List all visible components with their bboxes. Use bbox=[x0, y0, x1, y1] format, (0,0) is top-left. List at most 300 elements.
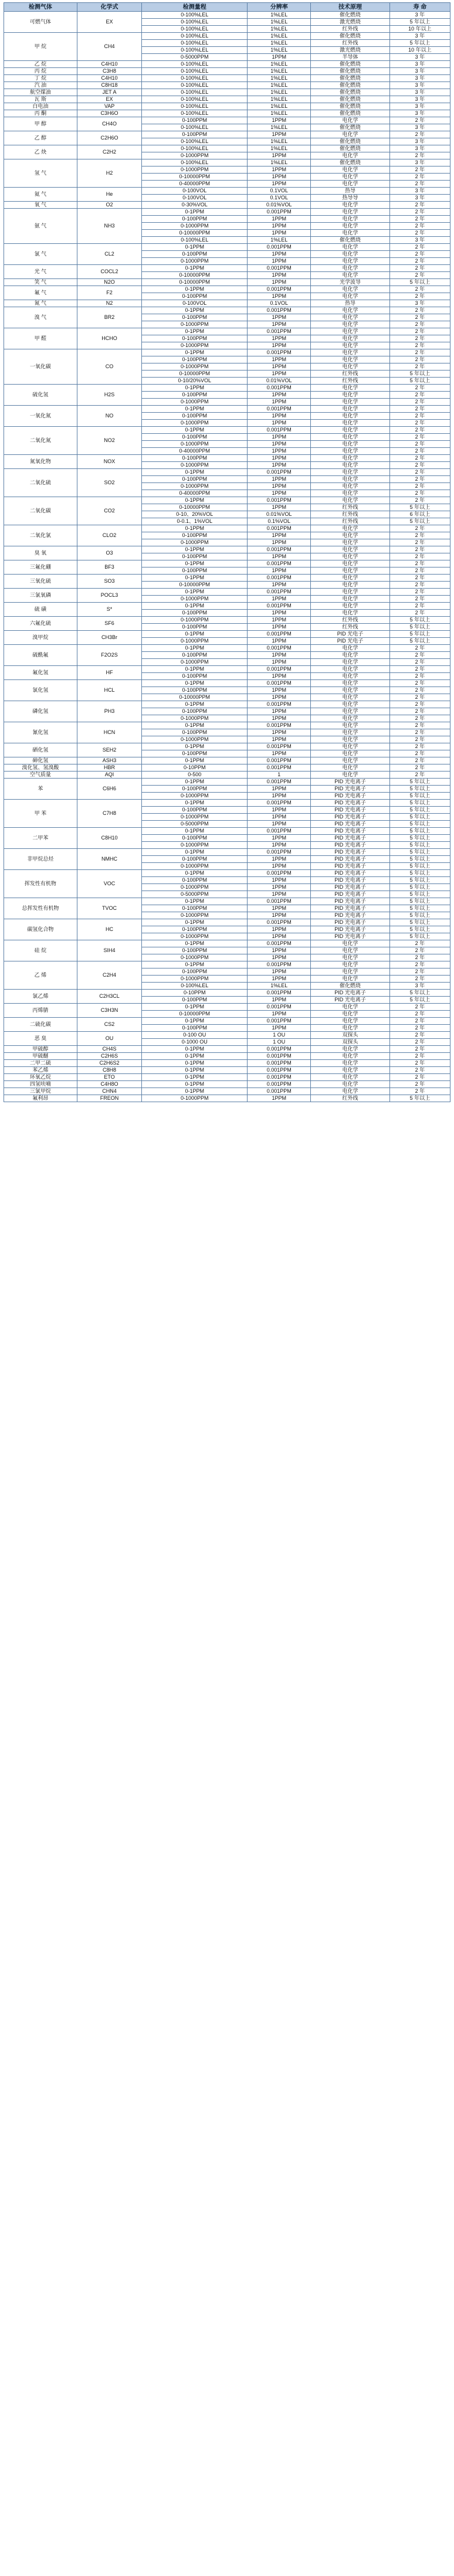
cell-technology: 电化学 bbox=[311, 589, 389, 596]
cell-range: 0-100PPM bbox=[142, 750, 248, 757]
cell-technology: 电化学 bbox=[311, 1004, 389, 1011]
cell-range: 0-1000PPM bbox=[142, 420, 248, 427]
cell-gas: 氯乙烯 bbox=[4, 990, 77, 1004]
cell-resolution: 1PPM bbox=[248, 659, 311, 666]
cell-life: 2 年 bbox=[389, 328, 450, 335]
cell-range: 0-100PPM bbox=[142, 413, 248, 420]
cell-technology: 电化学 bbox=[311, 567, 389, 575]
cell-technology: 电化学 bbox=[311, 356, 389, 363]
cell-technology: PID 光电离子 bbox=[311, 898, 389, 905]
cell-resolution: 1PPM bbox=[248, 131, 311, 138]
cell-technology: 电化学 bbox=[311, 349, 389, 356]
cell-formula: C8H10 bbox=[77, 828, 141, 849]
cell-gas: 溴化氢、氢溴酸 bbox=[4, 764, 77, 772]
table-row bbox=[4, 159, 450, 166]
cell-resolution: 1PPM bbox=[248, 708, 311, 715]
cell-technology: 电化学 bbox=[311, 483, 389, 490]
table-row bbox=[4, 1032, 450, 1039]
table-row bbox=[4, 603, 450, 610]
cell-formula: TVOC bbox=[77, 898, 141, 919]
cell-resolution: 1PPM bbox=[248, 842, 311, 849]
cell-life: 2 年 bbox=[389, 483, 450, 490]
cell-gas: 乙 醇 bbox=[4, 131, 77, 145]
cell-technology: 电化学 bbox=[311, 174, 389, 181]
cell-resolution: 1PPM bbox=[248, 582, 311, 589]
cell-formula: SIH4 bbox=[77, 940, 141, 961]
cell-range: 0-1PPM bbox=[142, 1004, 248, 1011]
cell-life: 2 年 bbox=[389, 258, 450, 265]
cell-gas: 甲硫醚 bbox=[4, 1053, 77, 1060]
cell-resolution: 0.01%VOL bbox=[248, 378, 311, 385]
cell-resolution: 0.01%VOL bbox=[248, 511, 311, 518]
cell-technology: PID 光电离子 bbox=[311, 933, 389, 940]
cell-formula: C2H6S2 bbox=[77, 1060, 141, 1067]
cell-range: 0-1PPM bbox=[142, 849, 248, 856]
cell-resolution: 1PPM bbox=[248, 856, 311, 863]
cell-technology: 电化学 bbox=[311, 603, 389, 610]
cell-gas: 三氯甲烷 bbox=[4, 1088, 77, 1095]
cell-range: 0-1PPM bbox=[142, 307, 248, 314]
cell-life: 2 年 bbox=[389, 476, 450, 483]
cell-formula: JET A bbox=[77, 89, 141, 96]
cell-life: 3 年 bbox=[389, 103, 450, 110]
table-row bbox=[4, 919, 450, 926]
cell-resolution: 1%LEL bbox=[248, 12, 311, 19]
cell-technology: PID 光电子 bbox=[311, 631, 389, 638]
cell-technology: 电化学 bbox=[311, 575, 389, 582]
cell-technology: 电化学 bbox=[311, 265, 389, 272]
cell-range: 0-1000PPM bbox=[142, 638, 248, 645]
cell-technology: PID 光电离子 bbox=[311, 856, 389, 863]
cell-gas: 三氟化硼 bbox=[4, 560, 77, 575]
cell-range: 0-1000PPM bbox=[142, 166, 248, 174]
cell-range: 0-100PPM bbox=[142, 687, 248, 694]
table-row bbox=[4, 828, 450, 835]
cell-range: 0-1000PPM bbox=[142, 912, 248, 919]
table-row bbox=[4, 96, 450, 103]
cell-resolution: 1PPM bbox=[248, 997, 311, 1004]
table-row bbox=[4, 82, 450, 89]
cell-formula: CS2 bbox=[77, 1018, 141, 1032]
table-row bbox=[4, 188, 450, 195]
col-header-gas: 检测气体 bbox=[4, 3, 77, 12]
table-row bbox=[4, 779, 450, 786]
cell-resolution: 1%LEL bbox=[248, 33, 311, 40]
cell-life: 2 年 bbox=[389, 1039, 450, 1046]
cell-gas: 氟利昂 bbox=[4, 1095, 77, 1102]
cell-resolution: 0.001PPM bbox=[248, 1018, 311, 1025]
cell-range: 0-1000PPM bbox=[142, 321, 248, 328]
cell-resolution: 0.001PPM bbox=[248, 427, 311, 434]
cell-life: 5 年以上 bbox=[389, 905, 450, 912]
cell-range: 0-100PPM bbox=[142, 567, 248, 575]
cell-technology: 电化学 bbox=[311, 708, 389, 715]
cell-resolution: 1PPM bbox=[248, 216, 311, 223]
cell-technology: 电化学 bbox=[311, 976, 389, 983]
cell-technology: 催化燃烧 bbox=[311, 237, 389, 244]
cell-life: 3 年 bbox=[389, 33, 450, 40]
cell-life: 5 年以上 bbox=[389, 933, 450, 940]
cell-life: 5 年以上 bbox=[389, 19, 450, 26]
cell-range: 0-1PPM bbox=[142, 1046, 248, 1053]
cell-formula: POCL3 bbox=[77, 589, 141, 603]
cell-range: 0-1PPM bbox=[142, 385, 248, 392]
cell-technology: 电化学 bbox=[311, 216, 389, 223]
table-row bbox=[4, 209, 450, 216]
cell-formula: C4H10 bbox=[77, 75, 141, 82]
cell-resolution: 1%LEL bbox=[248, 237, 311, 244]
cell-resolution: 1PPM bbox=[248, 54, 311, 61]
cell-range: 0-100PPM bbox=[142, 835, 248, 842]
cell-resolution: 1%LEL bbox=[248, 159, 311, 166]
cell-resolution: 1PPM bbox=[248, 687, 311, 694]
table-row bbox=[4, 497, 450, 504]
cell-life: 3 年 bbox=[389, 138, 450, 145]
cell-resolution: 1%LEL bbox=[248, 26, 311, 33]
cell-life: 2 年 bbox=[389, 462, 450, 469]
cell-range: 0-100 OU bbox=[142, 1032, 248, 1039]
cell-range: 0-1PPM bbox=[142, 870, 248, 877]
cell-life: 3 年 bbox=[389, 300, 450, 307]
cell-formula: NOX bbox=[77, 455, 141, 469]
cell-technology: 电化学 bbox=[311, 582, 389, 589]
table-row bbox=[4, 1067, 450, 1074]
cell-life: 2 年 bbox=[389, 209, 450, 216]
cell-range: 0-1PPM bbox=[142, 779, 248, 786]
cell-resolution: 1PPM bbox=[248, 729, 311, 736]
cell-technology: 电化学 bbox=[311, 553, 389, 560]
cell-technology: PID 光电离子 bbox=[311, 990, 389, 997]
cell-life: 2 年 bbox=[389, 743, 450, 750]
cell-formula: COCL2 bbox=[77, 265, 141, 279]
cell-life: 3 年 bbox=[389, 983, 450, 990]
cell-technology: PID 光电离子 bbox=[311, 793, 389, 800]
cell-technology: PID 光电离子 bbox=[311, 870, 389, 877]
cell-formula: NO bbox=[77, 406, 141, 427]
cell-formula: SEH2 bbox=[77, 743, 141, 757]
cell-technology: 电化学 bbox=[311, 448, 389, 455]
cell-range: 0-40000PPM bbox=[142, 448, 248, 455]
cell-formula: O2 bbox=[77, 202, 141, 209]
table-row bbox=[4, 1074, 450, 1081]
cell-formula: CO2 bbox=[77, 497, 141, 525]
cell-technology: 电化学 bbox=[311, 1060, 389, 1067]
cell-life: 2 年 bbox=[389, 961, 450, 968]
cell-resolution: 1PPM bbox=[248, 652, 311, 659]
cell-resolution: 1PPM bbox=[248, 490, 311, 497]
cell-life: 2 年 bbox=[389, 434, 450, 441]
cell-technology: PID 光电离子 bbox=[311, 997, 389, 1004]
cell-formula: HBR bbox=[77, 764, 141, 772]
cell-life: 5 年以上 bbox=[389, 1095, 450, 1102]
cell-formula: C4H8O bbox=[77, 1081, 141, 1088]
cell-range: 0-100%LEL bbox=[142, 33, 248, 40]
cell-range: 0-1PPM bbox=[142, 560, 248, 567]
cell-range: 0-100PPM bbox=[142, 856, 248, 863]
gas-detection-spec-sheet bbox=[0, 0, 454, 1107]
cell-range: 0-1PPM bbox=[142, 406, 248, 413]
cell-resolution: 0.001PPM bbox=[248, 560, 311, 567]
cell-range: 0-100PPM bbox=[142, 335, 248, 342]
cell-range: 0-100PPM bbox=[142, 708, 248, 715]
cell-range: 0-1PPM bbox=[142, 722, 248, 729]
cell-range: 0-1000PPM bbox=[142, 483, 248, 490]
cell-life: 2 年 bbox=[389, 596, 450, 603]
cell-range: 0-1000PPM bbox=[142, 793, 248, 800]
cell-resolution: 1PPM bbox=[248, 905, 311, 912]
cell-resolution: 1PPM bbox=[248, 434, 311, 441]
cell-technology: 电化学 bbox=[311, 293, 389, 300]
cell-range: 0-1PPM bbox=[142, 645, 248, 652]
cell-life: 2 年 bbox=[389, 413, 450, 420]
cell-gas: 二甲苯 bbox=[4, 828, 77, 849]
cell-resolution: 0.001PPM bbox=[248, 666, 311, 673]
cell-resolution: 1PPM bbox=[248, 448, 311, 455]
cell-life: 2 年 bbox=[389, 553, 450, 560]
cell-technology: 电化学 bbox=[311, 560, 389, 567]
table-row bbox=[4, 75, 450, 82]
cell-technology: PID 光电离子 bbox=[311, 828, 389, 835]
cell-life: 2 年 bbox=[389, 645, 450, 652]
cell-range: 0-1PPM bbox=[142, 1074, 248, 1081]
cell-gas: 硒化氢 bbox=[4, 743, 77, 757]
cell-technology: 催化燃烧 bbox=[311, 159, 389, 166]
table-row bbox=[4, 589, 450, 596]
cell-gas: 苯 bbox=[4, 779, 77, 800]
cell-life: 2 年 bbox=[389, 947, 450, 954]
cell-technology: 电化学 bbox=[311, 1067, 389, 1074]
cell-resolution: 0.001PPM bbox=[248, 1074, 311, 1081]
cell-gas: 总挥发性有机物 bbox=[4, 898, 77, 919]
table-row bbox=[4, 870, 450, 877]
table-row bbox=[4, 575, 450, 582]
cell-resolution: 0.001PPM bbox=[248, 800, 311, 807]
cell-resolution: 0.1VOL bbox=[248, 300, 311, 307]
cell-gas: 氟化氢 bbox=[4, 666, 77, 680]
cell-range: 0-100PPM bbox=[142, 786, 248, 793]
cell-resolution: 1PPM bbox=[248, 476, 311, 483]
cell-range: 0-10000PPM bbox=[142, 371, 248, 378]
cell-technology: PID 光电离子 bbox=[311, 849, 389, 856]
cell-life: 2 年 bbox=[389, 349, 450, 356]
cell-range: 0-1000PPM bbox=[142, 223, 248, 230]
cell-range: 0-100PPM bbox=[142, 652, 248, 659]
table-row bbox=[4, 764, 450, 772]
cell-life: 2 年 bbox=[389, 736, 450, 743]
cell-life: 2 年 bbox=[389, 976, 450, 983]
cell-range: 0-1PPM bbox=[142, 1081, 248, 1088]
cell-technology: 电化学 bbox=[311, 427, 389, 434]
cell-life: 2 年 bbox=[389, 420, 450, 427]
cell-gas: 笑 气 bbox=[4, 279, 77, 286]
cell-resolution: 0.001PPM bbox=[248, 764, 311, 772]
cell-technology: 电化学 bbox=[311, 434, 389, 441]
cell-technology: 电化学 bbox=[311, 546, 389, 553]
cell-formula: AQI bbox=[77, 772, 141, 779]
cell-resolution: 1PPM bbox=[248, 807, 311, 814]
cell-gas: 甲硫醇 bbox=[4, 1046, 77, 1053]
cell-range: 0-1PPM bbox=[142, 631, 248, 638]
cell-range: 0-100PPM bbox=[142, 532, 248, 539]
cell-technology: 电化学 bbox=[311, 385, 389, 392]
cell-range: 0-1PPM bbox=[142, 919, 248, 926]
cell-formula: SF6 bbox=[77, 617, 141, 631]
cell-resolution: 0.001PPM bbox=[248, 385, 311, 392]
cell-gas: 非甲烷总烃 bbox=[4, 849, 77, 870]
cell-technology: 电化学 bbox=[311, 680, 389, 687]
table-row bbox=[4, 680, 450, 687]
cell-range: 0-100PPM bbox=[142, 624, 248, 631]
cell-gas: 瓦 斯 bbox=[4, 96, 77, 103]
cell-resolution: 1PPM bbox=[248, 638, 311, 645]
cell-formula: HCL bbox=[77, 680, 141, 701]
cell-resolution: 1PPM bbox=[248, 413, 311, 420]
cell-resolution: 1PPM bbox=[248, 624, 311, 631]
table-row bbox=[4, 68, 450, 75]
cell-gas: 汽 油 bbox=[4, 82, 77, 89]
cell-resolution: 1PPM bbox=[248, 947, 311, 954]
cell-technology: PID 光电子 bbox=[311, 638, 389, 645]
table-row bbox=[4, 300, 450, 307]
cell-life: 5 年以上 bbox=[389, 617, 450, 624]
cell-life: 5 年以上 bbox=[389, 835, 450, 842]
cell-resolution: 0.001PPM bbox=[248, 1088, 311, 1095]
cell-life: 5 年以上 bbox=[389, 877, 450, 884]
cell-life: 2 年 bbox=[389, 117, 450, 124]
cell-gas: 一氧化碳 bbox=[4, 349, 77, 385]
cell-resolution: 1PPM bbox=[248, 251, 311, 258]
cell-life: 2 年 bbox=[389, 666, 450, 673]
table-row bbox=[4, 525, 450, 532]
cell-life: 2 年 bbox=[389, 954, 450, 961]
cell-formula: C8H18 bbox=[77, 82, 141, 89]
cell-range: 0-10000PPM bbox=[142, 279, 248, 286]
cell-technology: 红外线 bbox=[311, 1095, 389, 1102]
cell-technology: 催化燃烧 bbox=[311, 82, 389, 89]
cell-gas: 环氧乙烷 bbox=[4, 1074, 77, 1081]
cell-technology: 电化学 bbox=[311, 307, 389, 314]
cell-range: 0-10PPM bbox=[142, 764, 248, 772]
cell-technology: 催化燃烧 bbox=[311, 983, 389, 990]
cell-resolution: 0.001PPM bbox=[248, 828, 311, 835]
table-row bbox=[4, 1081, 450, 1088]
cell-resolution: 1PPM bbox=[248, 342, 311, 349]
cell-resolution: 1PPM bbox=[248, 223, 311, 230]
col-header-resolution: 分辨率 bbox=[248, 3, 311, 12]
cell-life: 2 年 bbox=[389, 652, 450, 659]
cell-resolution: 1PPM bbox=[248, 399, 311, 406]
cell-resolution: 0.001PPM bbox=[248, 286, 311, 293]
cell-technology: 电化学 bbox=[311, 131, 389, 138]
cell-range: 0-100%LEL bbox=[142, 61, 248, 68]
cell-technology: 电化学 bbox=[311, 342, 389, 349]
cell-technology: 催化燃烧 bbox=[311, 103, 389, 110]
table-row bbox=[4, 1088, 450, 1095]
cell-range: 0-1000PPM bbox=[142, 715, 248, 722]
cell-resolution: 0.001PPM bbox=[248, 757, 311, 764]
cell-formula: C3H3N bbox=[77, 1004, 141, 1018]
cell-formula: CH3Br bbox=[77, 631, 141, 645]
cell-gas: 乙 烯 bbox=[4, 961, 77, 990]
cell-technology: 电化学 bbox=[311, 1081, 389, 1088]
cell-resolution: 1%LEL bbox=[248, 138, 311, 145]
cell-range: 0-500 bbox=[142, 772, 248, 779]
cell-technology: 电化学 bbox=[311, 610, 389, 617]
cell-technology: 电化学 bbox=[311, 652, 389, 659]
cell-formula: VAP bbox=[77, 103, 141, 110]
cell-resolution: 1PPM bbox=[248, 750, 311, 757]
cell-life: 5 年以上 bbox=[389, 631, 450, 638]
cell-technology: 电化学 bbox=[311, 258, 389, 265]
cell-life: 2 年 bbox=[389, 131, 450, 138]
cell-life: 5 年以上 bbox=[389, 800, 450, 807]
cell-life: 3 年 bbox=[389, 145, 450, 152]
cell-range: 0-1000PPM bbox=[142, 814, 248, 821]
cell-technology: PID 光电离子 bbox=[311, 891, 389, 898]
cell-technology: 激光燃烧 bbox=[311, 47, 389, 54]
cell-formula: FREON bbox=[77, 1095, 141, 1102]
cell-range: 0-10000PPM bbox=[142, 1011, 248, 1018]
cell-resolution: 1%LEL bbox=[248, 47, 311, 54]
cell-formula: HC bbox=[77, 919, 141, 940]
cell-technology: 红外线 bbox=[311, 624, 389, 631]
cell-range: 0-10000PPM bbox=[142, 504, 248, 511]
cell-formula: C2H2 bbox=[77, 145, 141, 159]
cell-gas: 氧 气 bbox=[4, 202, 77, 209]
cell-range: 0-1000PPM bbox=[142, 1095, 248, 1102]
cell-life: 2 年 bbox=[389, 757, 450, 764]
cell-resolution: 1PPM bbox=[248, 1025, 311, 1032]
cell-range: 0-100%LEL bbox=[142, 237, 248, 244]
cell-resolution: 0.001PPM bbox=[248, 849, 311, 856]
cell-range: 0-1000PPM bbox=[142, 617, 248, 624]
cell-range: 0-100PPM bbox=[142, 131, 248, 138]
cell-resolution: 0.001PPM bbox=[248, 898, 311, 905]
cell-range: 0-100VOL bbox=[142, 195, 248, 202]
cell-resolution: 1PPM bbox=[248, 293, 311, 300]
cell-technology: 红外线 bbox=[311, 617, 389, 624]
cell-range: 0-0.1、1%VOL bbox=[142, 518, 248, 525]
cell-resolution: 0.1VOL bbox=[248, 188, 311, 195]
cell-range: 0-100PPM bbox=[142, 673, 248, 680]
cell-range: 0-1000PPM bbox=[142, 596, 248, 603]
cell-life: 2 年 bbox=[389, 342, 450, 349]
cell-resolution: 1PPM bbox=[248, 694, 311, 701]
cell-life: 2 年 bbox=[389, 968, 450, 976]
cell-resolution: 1PPM bbox=[248, 814, 311, 821]
cell-resolution: 0.001PPM bbox=[248, 497, 311, 504]
cell-technology: PID 光电离子 bbox=[311, 912, 389, 919]
cell-range: 0-1PPM bbox=[142, 666, 248, 673]
cell-range: 0-100%LEL bbox=[142, 19, 248, 26]
cell-life: 5 年以上 bbox=[389, 919, 450, 926]
table-row bbox=[4, 145, 450, 152]
cell-technology: 电化学 bbox=[311, 1074, 389, 1081]
cell-resolution: 1PPM bbox=[248, 181, 311, 188]
cell-range: 0-100PPM bbox=[142, 434, 248, 441]
cell-life: 2 年 bbox=[389, 708, 450, 715]
cell-formula: HCN bbox=[77, 722, 141, 743]
cell-gas: 溴 气 bbox=[4, 307, 77, 328]
cell-gas: 甲 醛 bbox=[4, 328, 77, 349]
cell-range: 0-1PPM bbox=[142, 898, 248, 905]
cell-resolution: 0.001PPM bbox=[248, 1053, 311, 1060]
cell-technology: 红外线 bbox=[311, 378, 389, 385]
cell-resolution: 1PPM bbox=[248, 420, 311, 427]
cell-life: 2 年 bbox=[389, 940, 450, 947]
table-row bbox=[4, 103, 450, 110]
cell-technology: 红外线 bbox=[311, 26, 389, 33]
